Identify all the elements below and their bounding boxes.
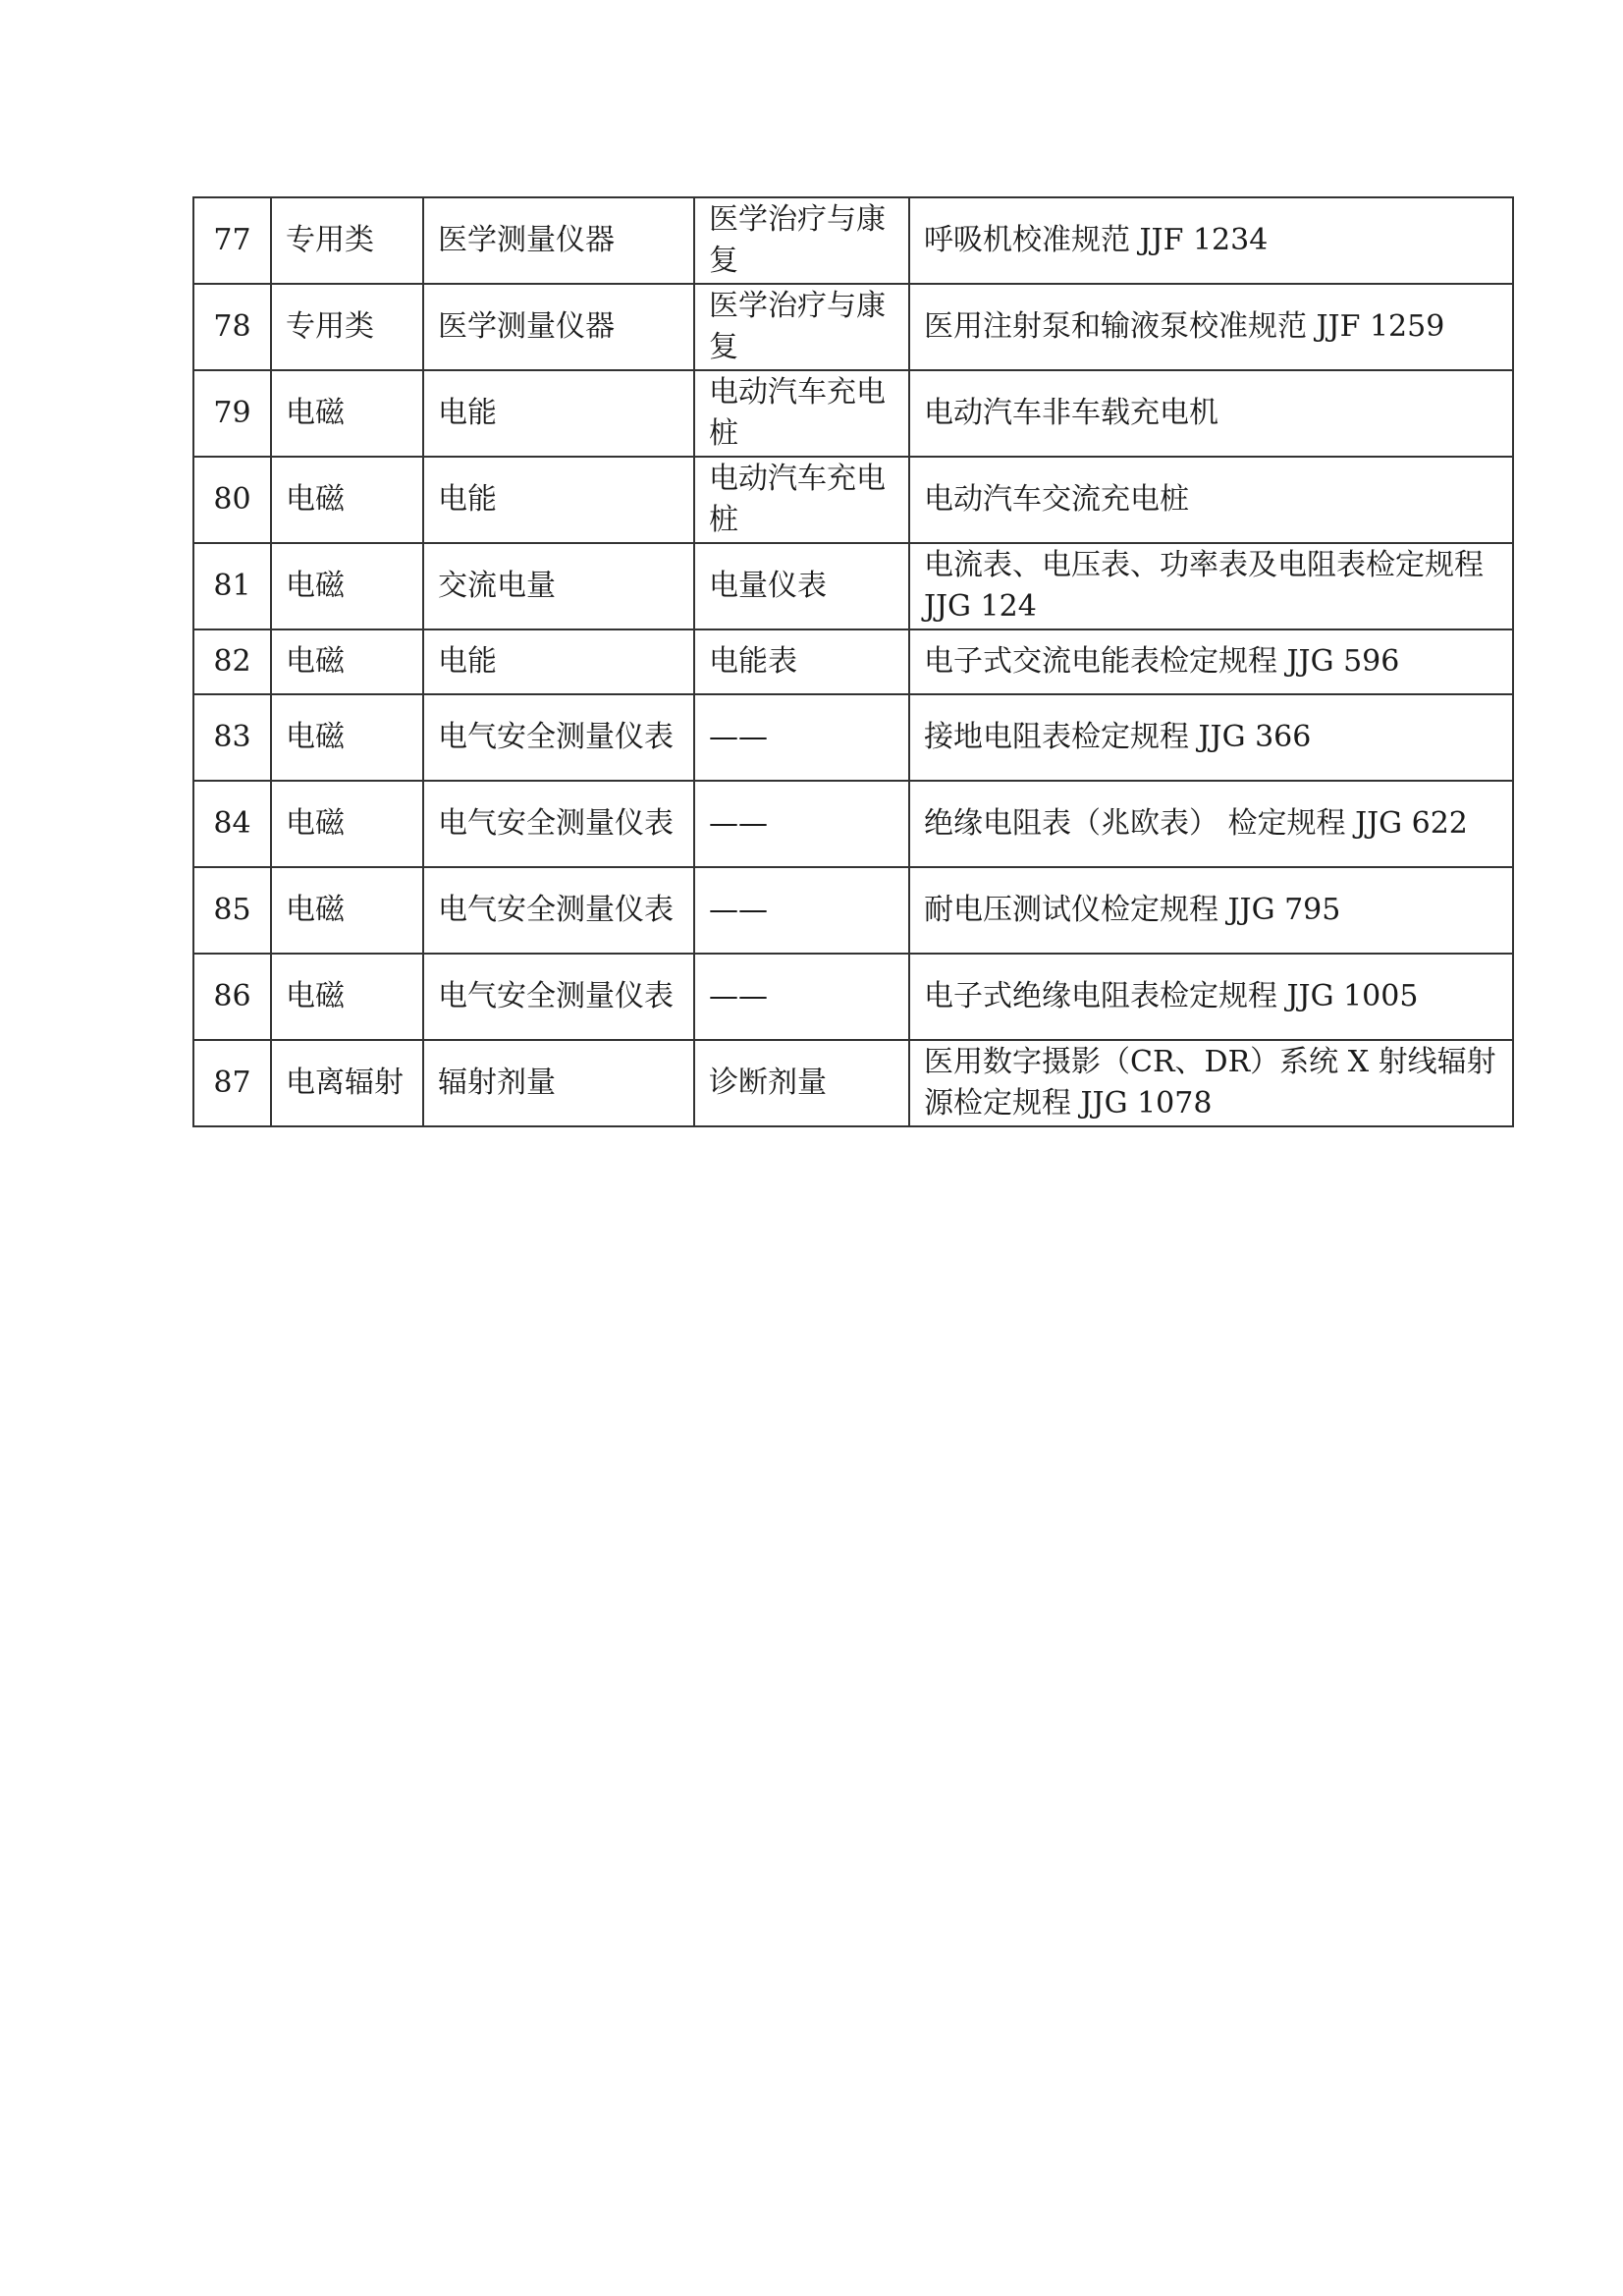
category-cell: 辐射剂量: [423, 1040, 694, 1126]
field-cell: 电磁: [271, 370, 423, 457]
row-number: 83: [193, 694, 271, 781]
standard-cell: 医用数字摄影（CR、DR）系统 X 射线辐射源检定规程 JJG 1078: [909, 1040, 1513, 1126]
table-row: [193, 1040, 1513, 1126]
row-number: 85: [193, 867, 271, 954]
table-row: [193, 370, 1513, 457]
standard-cell: 电子式绝缘电阻表检定规程 JJG 1005: [909, 954, 1513, 1040]
subcategory-cell: 电能表: [694, 629, 909, 694]
field-cell: 专用类: [271, 284, 423, 370]
row-number: 79: [193, 370, 271, 457]
subcategory-cell: 电量仪表: [694, 543, 909, 629]
category-cell: 电能: [423, 629, 694, 694]
subcategory-cell: ——: [694, 954, 909, 1040]
category-cell: 电气安全测量仪表: [423, 867, 694, 954]
standard-cell: 电动汽车交流充电桩: [909, 457, 1513, 543]
field-cell: 电磁: [271, 954, 423, 1040]
table-row: [193, 543, 1513, 629]
row-number: 82: [193, 629, 271, 694]
field-cell: 专用类: [271, 197, 423, 284]
table-row: [193, 954, 1513, 1040]
standard-cell: 医用注射泵和输液泵校准规范 JJF 1259: [909, 284, 1513, 370]
row-number: 84: [193, 781, 271, 867]
table-row: [193, 867, 1513, 954]
subcategory-cell: 电动汽车充电桩: [694, 457, 909, 543]
standard-cell: 电流表、电压表、功率表及电阻表检定规程 JJG 124: [909, 543, 1513, 629]
category-cell: 医学测量仪器: [423, 284, 694, 370]
category-cell: 电能: [423, 457, 694, 543]
field-cell: 电磁: [271, 457, 423, 543]
row-number: 86: [193, 954, 271, 1040]
row-number: 80: [193, 457, 271, 543]
subcategory-cell: ——: [694, 781, 909, 867]
table-row: [193, 197, 1513, 284]
subcategory-cell: 医学治疗与康复: [694, 197, 909, 284]
standard-cell: 电动汽车非车载充电机: [909, 370, 1513, 457]
standard-cell: 耐电压测试仪检定规程 JJG 795: [909, 867, 1513, 954]
row-number: 87: [193, 1040, 271, 1126]
category-cell: 电能: [423, 370, 694, 457]
subcategory-cell: ——: [694, 867, 909, 954]
row-number: 81: [193, 543, 271, 629]
table-row: [193, 629, 1513, 694]
field-cell: 电磁: [271, 629, 423, 694]
subcategory-cell: 医学治疗与康复: [694, 284, 909, 370]
category-cell: 交流电量: [423, 543, 694, 629]
table-row: [193, 457, 1513, 543]
subcategory-cell: 诊断剂量: [694, 1040, 909, 1126]
field-cell: 电离辐射: [271, 1040, 423, 1126]
standard-cell: 接地电阻表检定规程 JJG 366: [909, 694, 1513, 781]
category-cell: 电气安全测量仪表: [423, 954, 694, 1040]
table-row: [193, 284, 1513, 370]
field-cell: 电磁: [271, 543, 423, 629]
row-number: 77: [193, 197, 271, 284]
row-number: 78: [193, 284, 271, 370]
subcategory-cell: 电动汽车充电桩: [694, 370, 909, 457]
calibration-standards-table: [192, 196, 1514, 1127]
field-cell: 电磁: [271, 694, 423, 781]
table-row: [193, 694, 1513, 781]
standard-cell: 绝缘电阻表（兆欧表） 检定规程 JJG 622: [909, 781, 1513, 867]
standard-cell: 呼吸机校准规范 JJF 1234: [909, 197, 1513, 284]
category-cell: 医学测量仪器: [423, 197, 694, 284]
standard-cell: 电子式交流电能表检定规程 JJG 596: [909, 629, 1513, 694]
table-row: [193, 781, 1513, 867]
subcategory-cell: ——: [694, 694, 909, 781]
category-cell: 电气安全测量仪表: [423, 694, 694, 781]
category-cell: 电气安全测量仪表: [423, 781, 694, 867]
field-cell: 电磁: [271, 781, 423, 867]
field-cell: 电磁: [271, 867, 423, 954]
